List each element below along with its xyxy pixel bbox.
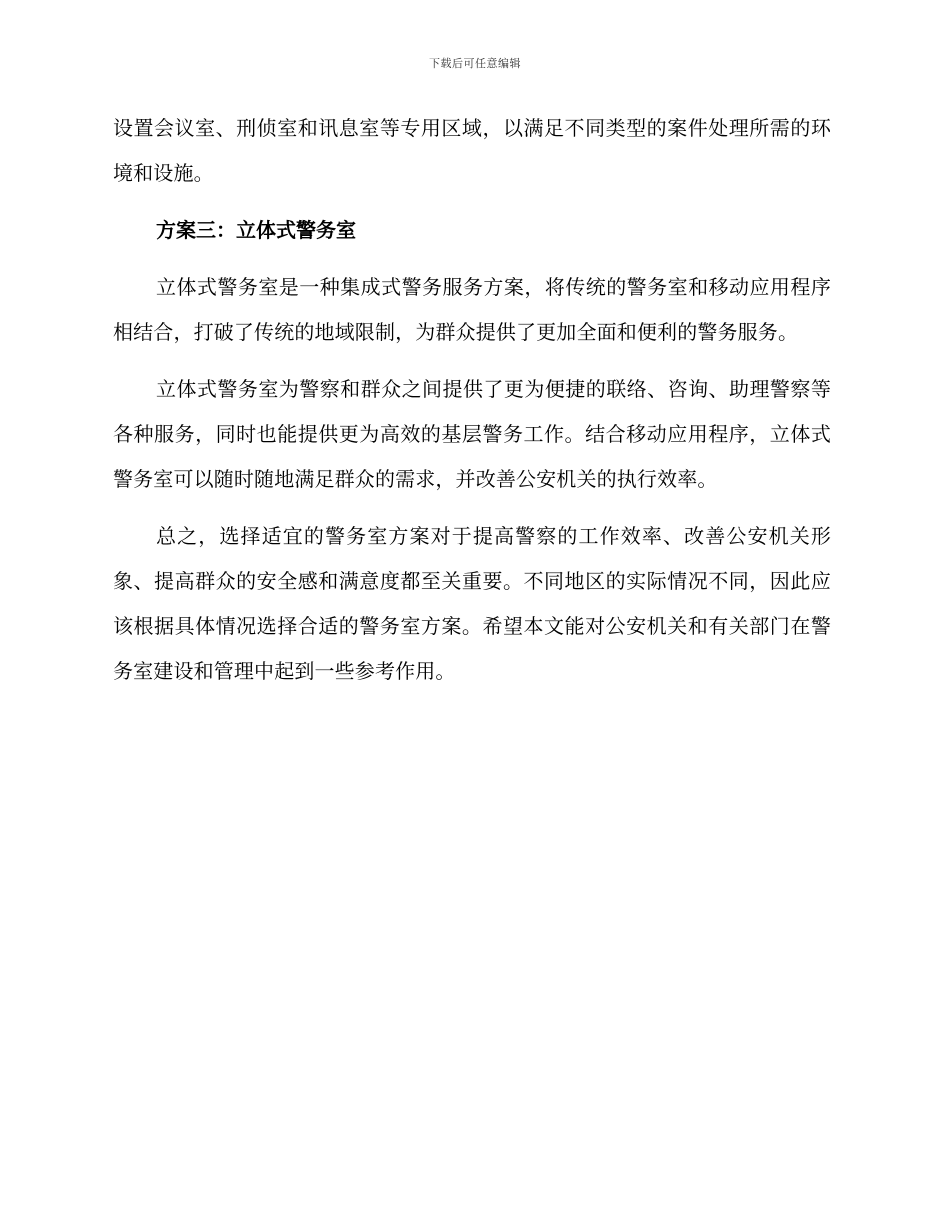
page-header: 下载后可任意编辑	[429, 57, 521, 70]
paragraph-intro: 立体式警务室是一种集成式警务服务方案，将传统的警务室和移动应用程序相结合，打破了传统的地域限制，为群众提供了更加全面和便利的警务服务。	[113, 275, 831, 344]
document-body	[113, 106, 831, 694]
paragraph-continuation: 设置会议室、刑侦室和讯息室等专用区域，以满足不同类型的案件处理所需的环境和设施。	[113, 116, 831, 185]
paragraph-conclusion: 总之，选择适宜的警务室方案对于提高警察的工作效率、改善公安机关形象、提高群众的安全感和满意度都至关重要。不同地区的实际情况不同，因此应该根据具体情况选择合适的警务室方案。希望本文能对公安机关和有关部门在警务室建设和管理中起到一些参考作用。	[113, 524, 831, 683]
paragraph-services: 立体式警务室为警察和群众之间提供了更为便捷的联络、咨询、助理警察等各种服务，同时也能提供更为高效的基层警务工作。结合移动应用程序，立体式警务室可以随时随地满足群众的需求，并改善公安机关的执行效率。	[113, 377, 831, 491]
section-heading: 方案三：立体式警务室	[156, 218, 356, 242]
